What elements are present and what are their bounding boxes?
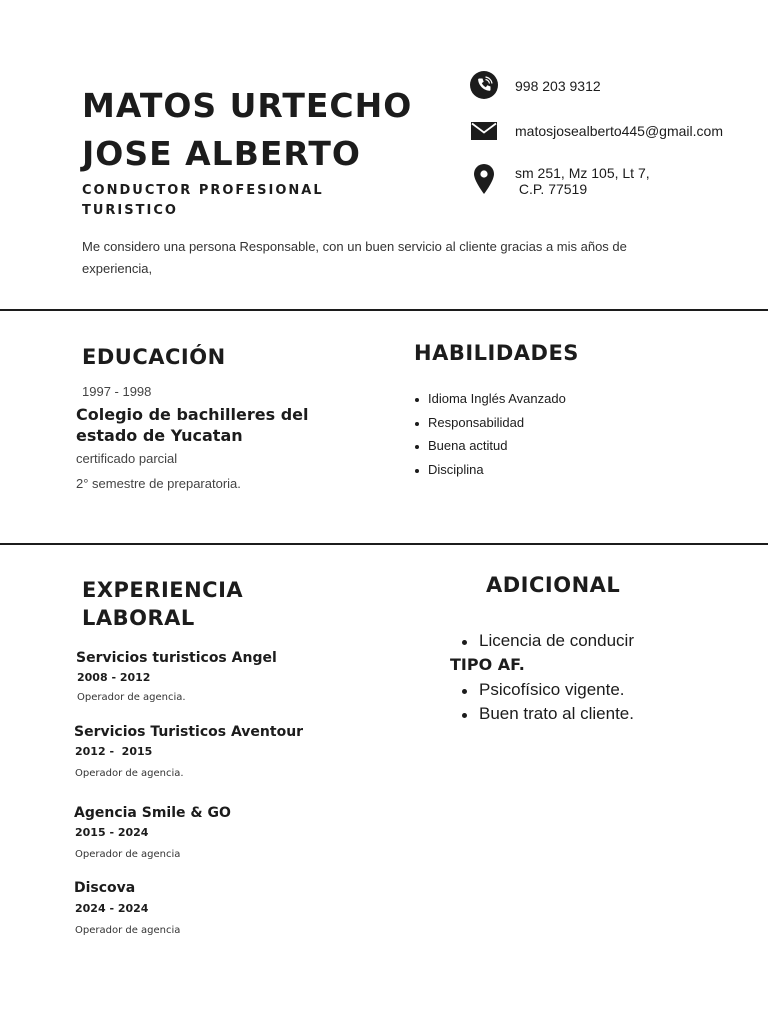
- education-heading: EDUCACIÓN: [82, 345, 226, 369]
- name-line-1: MATOS URTECHO: [82, 86, 413, 125]
- additional-item-license: Licencia de conducir: [479, 631, 634, 650]
- mail-icon: [469, 116, 499, 146]
- experience-heading-line-1: EXPERIENCIA: [82, 578, 244, 602]
- address: [515, 165, 650, 197]
- bullet-icon: [462, 689, 467, 694]
- skill-item: Idioma Inglés Avanzado: [414, 389, 566, 413]
- job-company: Servicios turisticos Angel: [76, 650, 277, 666]
- job-role: Operador de agencia.: [77, 692, 186, 703]
- job-years: 2008 - 2012: [77, 671, 151, 684]
- location-pin-icon: [469, 163, 499, 193]
- job-title-line-1: CONDUCTOR PROFESIONAL: [82, 183, 324, 198]
- skills-heading: HABILIDADES: [414, 341, 579, 365]
- phone-number[interactable]: 998 203 9312: [515, 78, 601, 94]
- bullet-icon: [462, 713, 467, 718]
- address-line-1: sm 251, Mz 105, Lt 7,: [515, 165, 650, 181]
- section-divider-bottom: [0, 543, 768, 545]
- experience-heading: [82, 576, 243, 632]
- skill-item: Disciplina: [414, 460, 566, 484]
- education-school: Colegio de bachilleres del estado de Yucatan: [76, 405, 309, 445]
- additional-item-psychophysical: Psicofísico vigente.: [479, 680, 625, 699]
- phone-icon: [469, 70, 499, 100]
- job-title-line-2: TURISTICO: [82, 203, 178, 218]
- additional-item-customer-service: Buen trato al cliente.: [479, 704, 634, 723]
- skills-list: [414, 389, 566, 483]
- section-divider-top: [0, 309, 768, 311]
- job-company: Discova: [74, 880, 136, 896]
- job-company: Agencia Smile & GO: [74, 805, 231, 821]
- skill-item: Responsabilidad: [414, 413, 566, 437]
- job-years: 2015 - 2024: [75, 826, 149, 839]
- education-detail-2: 2° semestre de preparatoria.: [76, 476, 241, 491]
- email-address[interactable]: matosjosealberto445@gmail.com: [515, 123, 723, 139]
- additional-heading: ADICIONAL: [486, 573, 621, 597]
- education-years: 1997 - 1998: [82, 384, 152, 399]
- job-title: [82, 181, 324, 221]
- full-name: [82, 82, 412, 178]
- job-role: Operador de agencia: [75, 849, 181, 860]
- education-detail-1: certificado parcial: [76, 451, 178, 466]
- address-line-2: C.P. 77519: [515, 181, 588, 197]
- profile-summary: Me considero una persona Responsable, con un buen servicio al cliente gracias a mis años de experiencia,: [82, 239, 627, 276]
- additional-license-type: TIPO AF.: [450, 655, 525, 674]
- experience-heading-line-2: LABORAL: [82, 606, 195, 630]
- job-company: Servicios Turisticos Aventour: [74, 724, 304, 740]
- job-role: Operador de agencia: [75, 925, 181, 936]
- job-years: 2012 - 2015: [75, 745, 153, 758]
- job-role: Operador de agencia.: [75, 768, 184, 779]
- name-line-2: JOSE ALBERTO: [82, 134, 361, 173]
- bullet-icon: [462, 640, 467, 645]
- job-years: 2024 - 2024: [75, 902, 149, 915]
- skill-item: Buena actitud: [414, 436, 566, 460]
